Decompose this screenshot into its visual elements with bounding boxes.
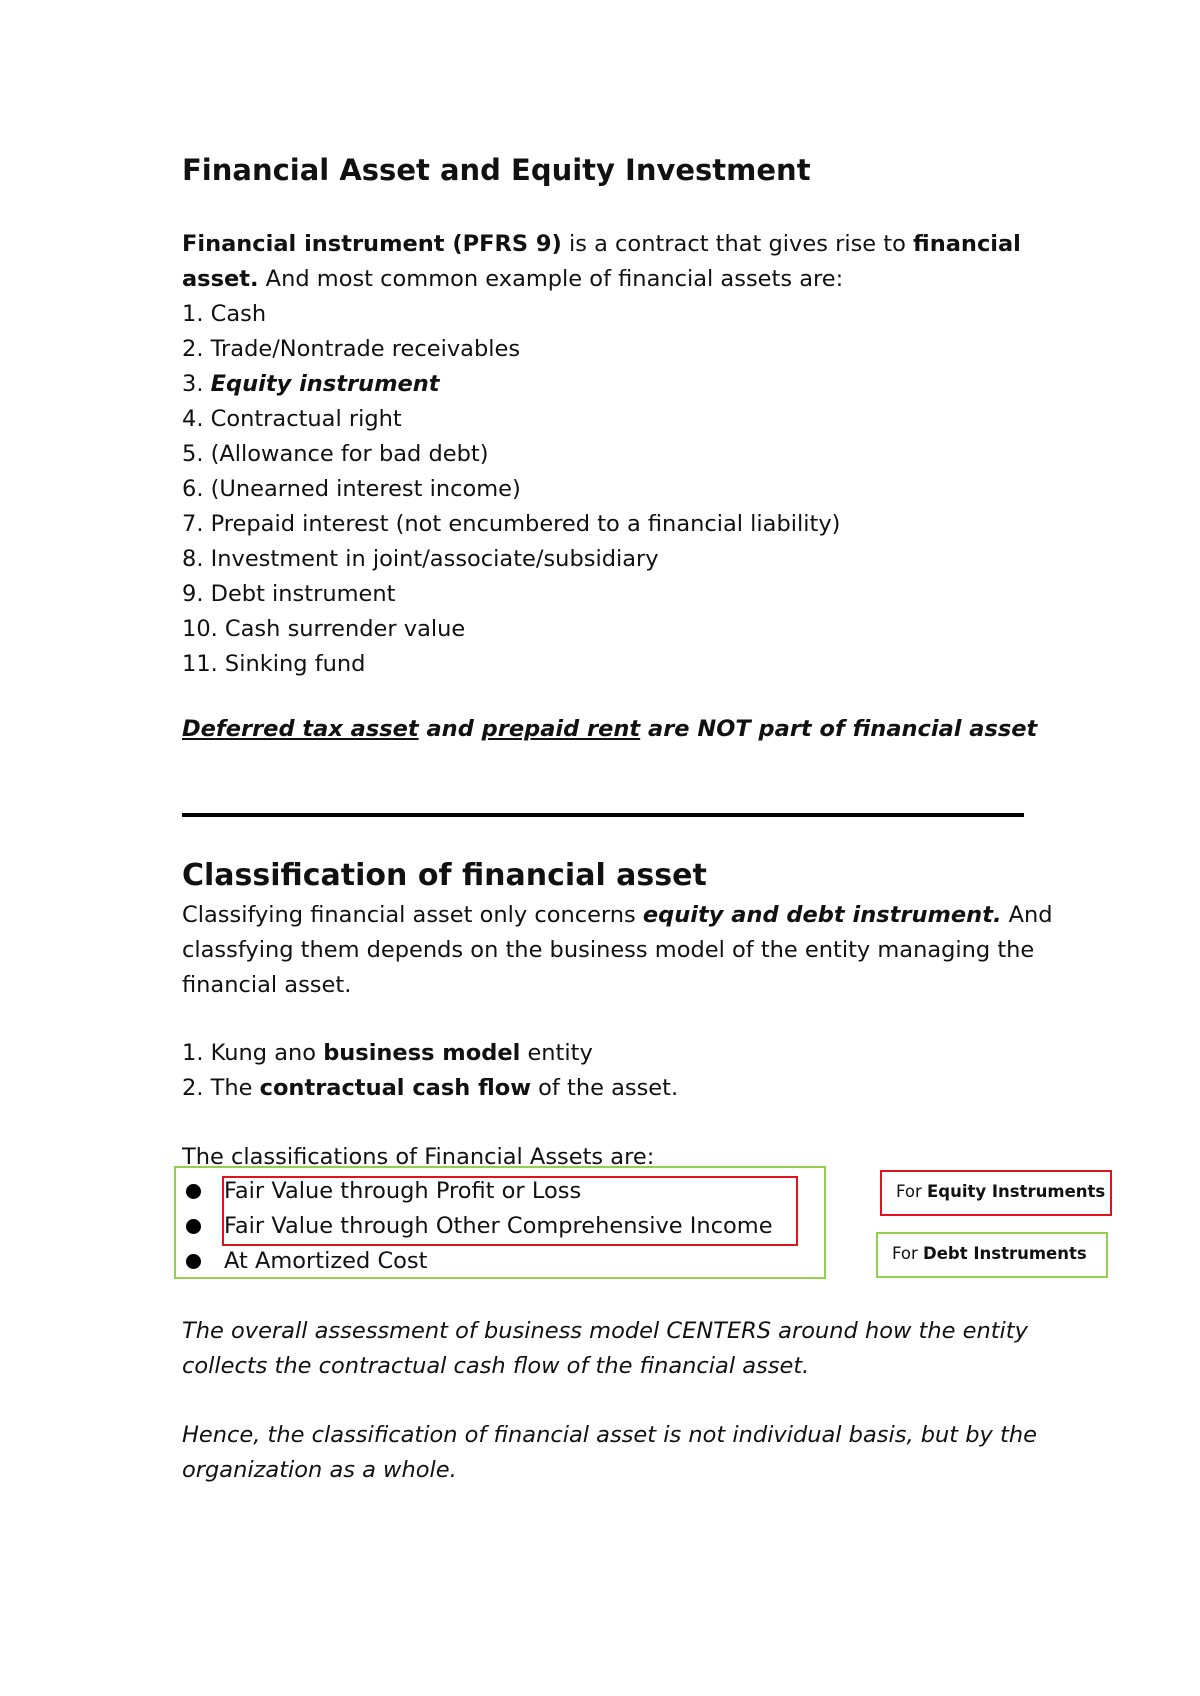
- equity-instruments-highlight: [222, 1176, 798, 1246]
- list-item: 5. (Allowance for bad debt): [182, 441, 489, 467]
- criteria-list: [182, 1036, 1062, 1106]
- criteria-item: [182, 1036, 1062, 1071]
- section-title: Classification of financial asset: [182, 858, 707, 893]
- list-item: 7. Prepaid interest (not encumbered to a financial liability): [182, 511, 841, 537]
- criteria-post: entity: [520, 1040, 593, 1066]
- closing-paragraph-1: The overall assessment of business model CENTERS around how the entity collects the contractual cash flow of the financial asset.: [182, 1318, 1028, 1379]
- list-item: 6. (Unearned interest income): [182, 476, 521, 502]
- criteria-bold: contractual cash flow: [259, 1075, 531, 1101]
- criteria-post: of the asset.: [531, 1075, 679, 1101]
- note-and: and: [418, 716, 482, 742]
- label-bold: Debt Instruments: [923, 1244, 1087, 1263]
- criteria-bold: business model: [323, 1040, 521, 1066]
- classification-amortized-cost: At Amortized Cost: [224, 1248, 428, 1274]
- note-deferred-tax: Deferred tax asset: [182, 716, 419, 742]
- section-divider: [182, 813, 1024, 817]
- section-intro-b: equity and debt instrument.: [642, 902, 1002, 928]
- classification-fvoci: Fair Value through Other Comprehensive Income: [224, 1213, 773, 1239]
- section-intro-paragraph: [182, 898, 1062, 1003]
- intro-paragraph: [182, 227, 1062, 297]
- criteria-pre: 2. The: [182, 1075, 260, 1101]
- exclusion-note: [182, 712, 1062, 747]
- section-intro-c: And classfying them depends on the business model of the entity managing the financial asset.: [182, 902, 1053, 998]
- note-prepaid-rent: prepaid rent: [481, 716, 641, 742]
- document-title: Financial Asset and Equity Investment: [182, 153, 811, 187]
- criteria-item: [182, 1071, 1062, 1106]
- intro-text-2: And most common example of financial assets are:: [258, 266, 844, 292]
- financial-assets-list: [182, 297, 1062, 682]
- list-item-number: 3.: [182, 371, 211, 397]
- debt-instruments-label: [876, 1232, 1108, 1278]
- list-item: 4. Contractual right: [182, 406, 402, 432]
- list-item: 11. Sinking fund: [182, 651, 366, 677]
- equity-instruments-label: [880, 1170, 1112, 1216]
- list-item: 10. Cash surrender value: [182, 616, 466, 642]
- classifications-lead: The classifications of Financial Assets are:: [182, 1144, 655, 1170]
- closing-paragraph-2: Hence, the classification of financial asset is not individual basis, but by the organization as a whole.: [182, 1422, 1037, 1483]
- list-item: [182, 367, 1062, 402]
- note-rest: are NOT part of financial asset: [640, 716, 1038, 742]
- intro-term: Financial instrument (PFRS 9): [182, 231, 562, 257]
- section-intro-a: Classifying financial asset only concerns: [182, 902, 643, 928]
- label-prefix: For: [892, 1244, 924, 1263]
- label-bold: Equity Instruments: [927, 1182, 1106, 1201]
- list-item: 1. Cash: [182, 301, 267, 327]
- list-item: 9. Debt instrument: [182, 581, 396, 607]
- equity-instrument-item: Equity instrument: [210, 371, 440, 397]
- list-item: 8. Investment in joint/associate/subsidiary: [182, 546, 659, 572]
- criteria-pre: 1. Kung ano: [182, 1040, 324, 1066]
- list-item: 2. Trade/Nontrade receivables: [182, 336, 521, 362]
- intro-text-1: is a contract that gives rise to: [561, 231, 914, 257]
- classification-fvpl: Fair Value through Profit or Loss: [224, 1178, 582, 1204]
- intro-bold-end: financial asset.: [182, 231, 1021, 292]
- label-prefix: For: [896, 1182, 928, 1201]
